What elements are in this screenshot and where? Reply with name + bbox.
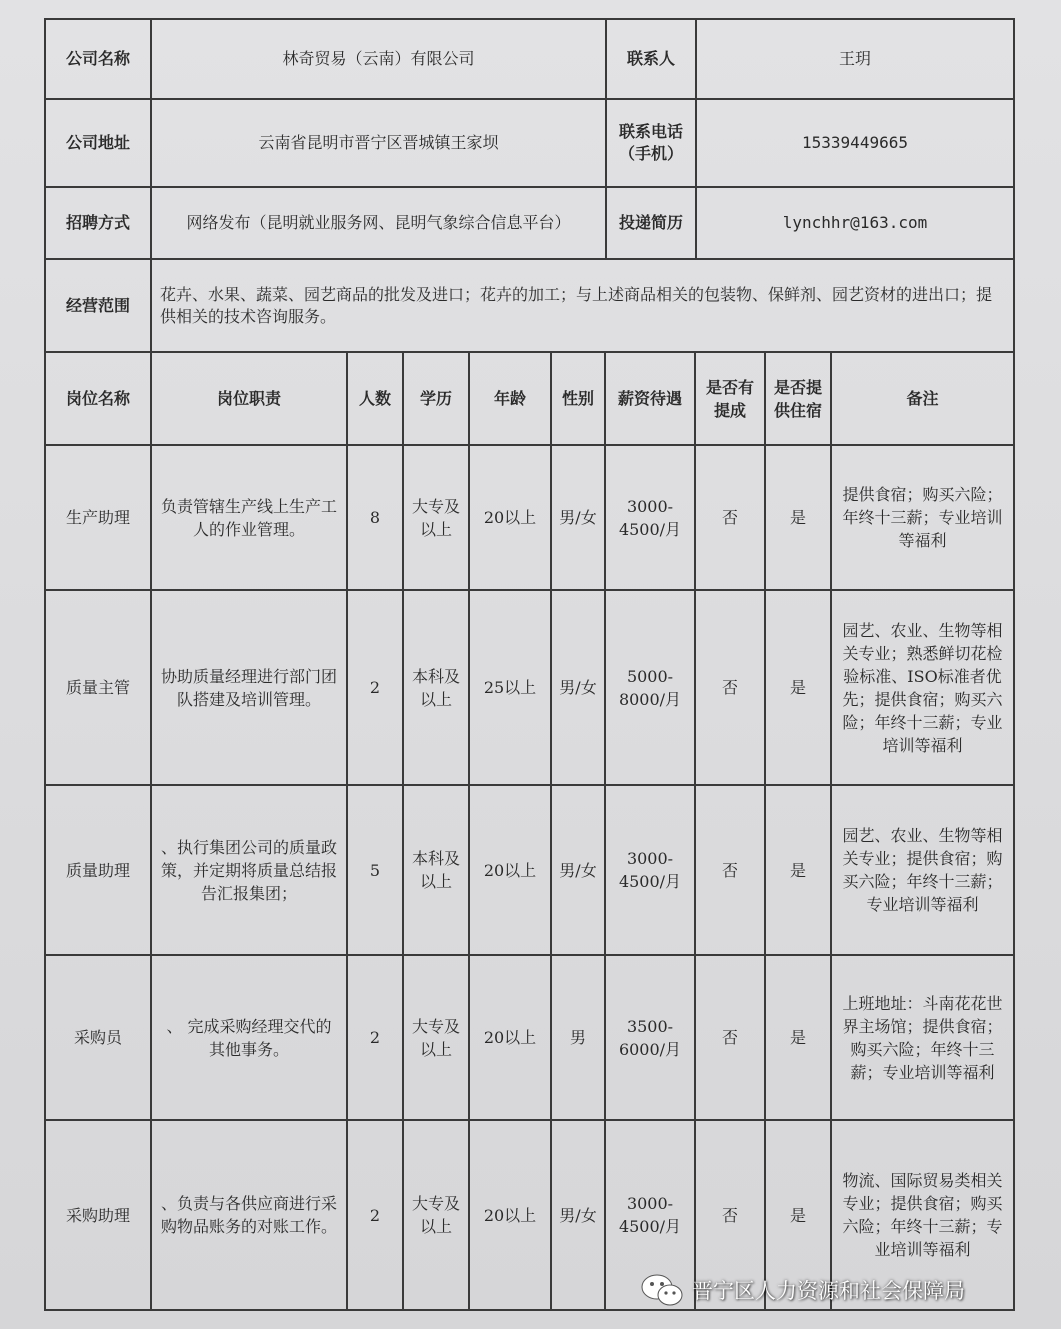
job-positions-table [44,351,1015,1311]
job-lodging: 是 [765,955,831,1120]
job-commission: 否 [695,1120,765,1310]
header-count: 人数 [347,352,403,445]
table-row [45,955,1014,1120]
job-notes: 上班地址：斗南花花世界主场馆；提供食宿；购买六险；年终十三薪；专业培训等福利 [831,955,1014,1120]
job-lodging: 是 [765,445,831,590]
job-education: 大专及以上 [403,955,469,1120]
job-notes: 提供食宿；购买六险；年终十三薪；专业培训等福利 [831,445,1014,590]
job-age: 20以上 [469,445,551,590]
job-education: 本科及以上 [403,590,469,785]
company-address-row [45,99,1014,187]
business-scope-row [45,259,1014,352]
job-count: 2 [347,1120,403,1310]
job-salary: 3000-4500/月 [605,785,695,955]
job-salary: 3000-4500/月 [605,1120,695,1310]
job-gender: 男/女 [551,445,605,590]
address-label: 公司地址 [45,99,151,187]
job-age: 20以上 [469,785,551,955]
job-duty: 负责管辖生产线上生产工人的作业管理。 [151,445,347,590]
job-count: 8 [347,445,403,590]
job-age: 20以上 [469,1120,551,1310]
header-salary: 薪资待遇 [605,352,695,445]
recruit-method-row [45,187,1014,259]
job-count: 2 [347,955,403,1120]
header-notes: 备注 [831,352,1014,445]
wechat-icon [640,1272,684,1308]
company-name-label: 公司名称 [45,19,151,99]
job-gender: 男/女 [551,1120,605,1310]
company-name-row [45,19,1014,99]
job-notes: 园艺、农业、生物等相关专业；熟悉鲜切花检验标准、ISO标准者优先；提供食宿；购买六险；年终十三薪；专业培训等福利 [831,590,1014,785]
job-title: 质量助理 [45,785,151,955]
phone-label: 联系电话（手机） [606,99,696,187]
watermark [640,1270,965,1310]
job-gender: 男/女 [551,785,605,955]
header-duty: 岗位职责 [151,352,347,445]
scope-label: 经营范围 [45,259,151,352]
table-row [45,785,1014,955]
job-lodging: 是 [765,785,831,955]
header-commission: 是否有提成 [695,352,765,445]
contact-label: 联系人 [606,19,696,99]
job-gender: 男/女 [551,590,605,785]
job-lodging: 是 [765,590,831,785]
company-name: 林奇贸易（云南）有限公司 [151,19,606,99]
job-salary: 3500-6000/月 [605,955,695,1120]
job-duty: 协助质量经理进行部门团队搭建及培训管理。 [151,590,347,785]
job-salary: 3000-4500/月 [605,445,695,590]
job-commission: 否 [695,445,765,590]
table-row [45,590,1014,785]
job-education: 大专及以上 [403,445,469,590]
job-commission: 否 [695,590,765,785]
header-age: 年龄 [469,352,551,445]
job-commission: 否 [695,955,765,1120]
job-count: 2 [347,590,403,785]
job-duty: 、负责与各供应商进行采购物品账务的对账工作。 [151,1120,347,1310]
job-gender: 男 [551,955,605,1120]
job-title: 生产助理 [45,445,151,590]
header-lodging: 是否提供住宿 [765,352,831,445]
job-education: 大专及以上 [403,1120,469,1310]
job-notes: 园艺、农业、生物等相关专业；提供食宿；购买六险；年终十三薪；专业培训等福利 [831,785,1014,955]
job-title: 采购助理 [45,1120,151,1310]
job-title: 质量主管 [45,590,151,785]
job-lodging: 是 [765,1120,831,1310]
job-duty: 、执行集团公司的质量政策，并定期将质量总结报告汇报集团； [151,785,347,955]
company-info-table [44,18,1015,353]
job-count: 5 [347,785,403,955]
job-notes: 物流、国际贸易类相关专业；提供食宿；购买六险；年终十三薪；专业培训等福利 [831,1120,1014,1310]
job-age: 25以上 [469,590,551,785]
company-address: 云南省昆明市晋宁区晋城镇王家坝 [151,99,606,187]
method-label: 招聘方式 [45,187,151,259]
job-age: 20以上 [469,955,551,1120]
phone-number: 15339449665 [696,99,1014,187]
contact-name: 王玥 [696,19,1014,99]
business-scope: 花卉、水果、蔬菜、园艺商品的批发及进口；花卉的加工；与上述商品相关的包装物、保鲜剂、园艺资材的进出口；提供相关的技术咨询服务。 [151,259,1014,352]
resume-label: 投递简历 [606,187,696,259]
job-duty: 、 完成采购经理交代的其他事务。 [151,955,347,1120]
table-header-row [45,352,1014,445]
header-education: 学历 [403,352,469,445]
job-title: 采购员 [45,955,151,1120]
job-commission: 否 [695,785,765,955]
header-gender: 性别 [551,352,605,445]
job-salary: 5000-8000/月 [605,590,695,785]
resume-email: lynchhr@163.com [696,187,1014,259]
header-title: 岗位名称 [45,352,151,445]
watermark-text: 晋宁区人力资源和社会保障局 [692,1279,965,1303]
table-row [45,445,1014,590]
recruit-method: 网络发布（昆明就业服务网、昆明气象综合信息平台） [151,187,606,259]
job-education: 本科及以上 [403,785,469,955]
